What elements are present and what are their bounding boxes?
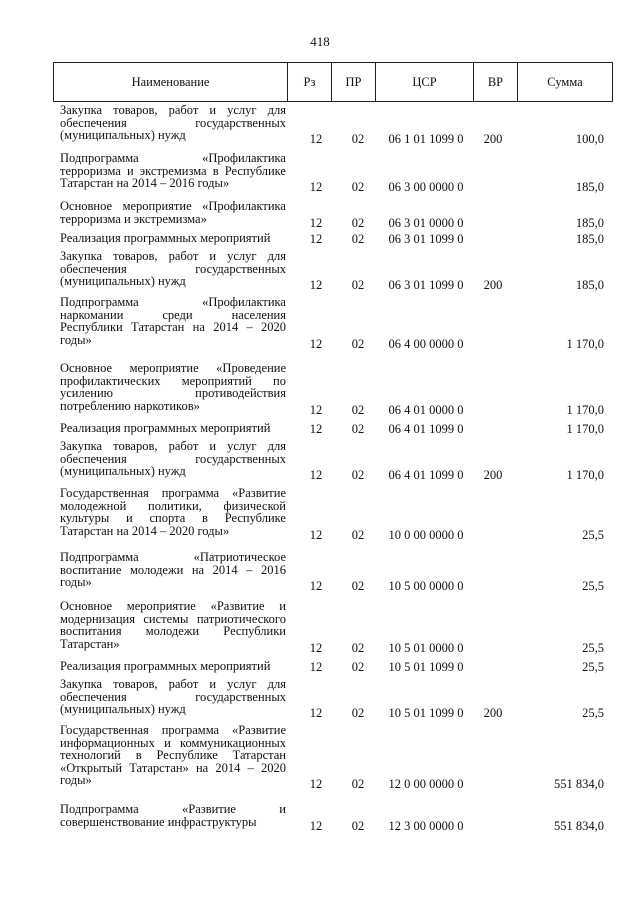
row-sum: 25,5 bbox=[582, 640, 604, 655]
row-name-line: Закупка товаров, работ и услуг для bbox=[60, 677, 286, 691]
row-name-line: усилению противодействия bbox=[60, 386, 286, 400]
row-rz: 12 bbox=[309, 527, 323, 542]
row-name bbox=[60, 600, 286, 650]
row-sum: 25,5 bbox=[582, 660, 604, 674]
row-rz: 12 bbox=[309, 777, 323, 791]
row-rz: 12 bbox=[309, 278, 323, 292]
row-rz: 12 bbox=[309, 215, 323, 230]
row-pr: 02 bbox=[351, 232, 365, 246]
row-vr: 200 bbox=[483, 706, 503, 720]
header-csr: ЦСР bbox=[376, 63, 474, 101]
row-sum: 185,0 bbox=[575, 278, 604, 292]
row-name-line: Основное мероприятие «Развитие и bbox=[60, 599, 286, 613]
row-name-line: Реализация программных мероприятий bbox=[60, 231, 271, 245]
row-rz: 12 bbox=[309, 706, 323, 720]
row-name-line: обеспечения государственных bbox=[60, 451, 286, 466]
row-name-line: терроризма и экстремизма» bbox=[60, 211, 207, 226]
row-name-line: Основное мероприятие «Проведение bbox=[60, 361, 286, 375]
row-name-line: годы» bbox=[60, 332, 92, 347]
row-name-line: Республики Татарстан на 2014 – 2020 bbox=[60, 320, 286, 334]
row-name-line: воспитания молодежи Республики bbox=[60, 624, 286, 638]
row-pr: 02 bbox=[351, 818, 365, 833]
row-name-line: обеспечения государственных bbox=[60, 115, 286, 130]
row-sum: 185,0 bbox=[575, 232, 604, 246]
row-name bbox=[60, 487, 286, 537]
row-vr: 200 bbox=[483, 278, 503, 292]
row-pr: 02 bbox=[351, 215, 365, 230]
row-csr: 10 5 01 0000 0 bbox=[388, 640, 464, 655]
row-rz: 12 bbox=[309, 402, 323, 417]
row-sum: 100,0 bbox=[575, 132, 604, 146]
row-name bbox=[60, 660, 286, 673]
row-csr: 06 4 00 0000 0 bbox=[388, 336, 464, 351]
row-name bbox=[60, 104, 286, 142]
row-pr: 02 bbox=[351, 402, 365, 417]
row-sum: 551 834,0 bbox=[554, 777, 604, 791]
row-name-line: Татарстан» bbox=[60, 636, 120, 651]
row-rz: 12 bbox=[309, 818, 323, 833]
row-csr: 10 0 00 0000 0 bbox=[388, 527, 464, 542]
row-name bbox=[60, 232, 286, 245]
row-csr: 06 3 01 1099 0 bbox=[388, 232, 464, 246]
row-name bbox=[60, 250, 286, 288]
row-csr: 06 3 01 1099 0 bbox=[388, 278, 464, 292]
row-name-line: Татарстан на 2014 – 2020 годы» bbox=[60, 523, 230, 538]
row-name-line: воспитание молодежи на 2014 – 2016 bbox=[60, 562, 286, 577]
row-rz: 12 bbox=[309, 336, 323, 351]
row-sum: 185,0 bbox=[575, 215, 604, 230]
row-sum: 25,5 bbox=[582, 579, 604, 593]
row-name-line: Закупка товаров, работ и услуг для bbox=[60, 249, 286, 263]
row-pr: 02 bbox=[351, 132, 365, 146]
row-pr: 02 bbox=[351, 777, 365, 791]
row-name-line: Реализация программных мероприятий bbox=[60, 421, 271, 435]
row-pr: 02 bbox=[351, 660, 365, 674]
row-rz: 12 bbox=[309, 422, 323, 436]
header-sum: Сумма bbox=[547, 75, 583, 89]
row-name-line: годы» bbox=[60, 575, 92, 589]
row-vr: 200 bbox=[483, 468, 503, 482]
row-sum: 551 834,0 bbox=[554, 818, 604, 833]
header-rz: Рз bbox=[288, 63, 332, 101]
header-pr: ПР bbox=[332, 63, 376, 101]
row-name-line: терроризма и экстремизма в Республике bbox=[60, 163, 286, 178]
row-sum: 1 170,0 bbox=[566, 402, 604, 417]
row-rz: 12 bbox=[309, 180, 323, 194]
row-name bbox=[60, 362, 286, 412]
row-name bbox=[60, 803, 286, 828]
row-pr: 02 bbox=[351, 180, 365, 194]
row-rz: 12 bbox=[309, 132, 323, 146]
row-name-line: Подпрограмма «Развитие и bbox=[60, 802, 286, 816]
header-vr: ВР bbox=[474, 63, 518, 101]
row-name-line: наркомании среди населения bbox=[60, 307, 286, 322]
row-sum: 185,0 bbox=[575, 180, 604, 194]
row-name bbox=[60, 724, 286, 787]
row-name-line: Подпрограмма «Профилактика bbox=[60, 295, 286, 309]
row-sum: 25,5 bbox=[582, 706, 604, 720]
row-name-line: Закупка товаров, работ и услуг для bbox=[60, 103, 286, 117]
row-name-line: обеспечения государственных bbox=[60, 261, 286, 276]
row-sum: 1 170,0 bbox=[566, 468, 604, 482]
row-name bbox=[60, 200, 286, 225]
row-pr: 02 bbox=[351, 527, 365, 542]
row-csr: 10 5 01 1099 0 bbox=[388, 660, 464, 674]
row-csr: 06 3 00 0000 0 bbox=[388, 180, 464, 194]
row-rz: 12 bbox=[309, 640, 323, 655]
row-sum: 1 170,0 bbox=[566, 336, 604, 351]
row-csr: 12 3 00 0000 0 bbox=[388, 818, 464, 833]
row-pr: 02 bbox=[351, 579, 365, 593]
row-name-line: технологий в Республике Татарстан bbox=[60, 748, 286, 762]
row-name bbox=[60, 152, 286, 190]
row-name-line: Государственная программа «Развитие bbox=[60, 723, 286, 737]
row-rz: 12 bbox=[309, 579, 323, 593]
row-csr: 06 1 01 1099 0 bbox=[388, 132, 464, 146]
row-name-line: обеспечения государственных bbox=[60, 689, 286, 704]
row-pr: 02 bbox=[351, 706, 365, 720]
row-name-line: Татарстан на 2014 – 2016 годы» bbox=[60, 176, 230, 190]
row-name-line: потреблению наркотиков» bbox=[60, 398, 200, 413]
row-name-line: Подпрограмма «Патриотическое bbox=[60, 550, 286, 564]
row-name bbox=[60, 551, 286, 589]
row-csr: 10 5 00 0000 0 bbox=[388, 579, 464, 593]
row-vr: 200 bbox=[483, 132, 503, 146]
row-name-line: культуры и спорта в Республике bbox=[60, 511, 286, 525]
row-name-line: Реализация программных мероприятий bbox=[60, 659, 271, 673]
row-name bbox=[60, 296, 286, 346]
row-name-line: «Открытый Татарстан» на 2014 – 2020 bbox=[60, 760, 286, 775]
row-name-line: Закупка товаров, работ и услуг для bbox=[60, 439, 286, 453]
row-rz: 12 bbox=[309, 468, 323, 482]
row-name-line: совершенствование инфраструктуры bbox=[60, 814, 257, 829]
row-csr: 06 4 01 0000 0 bbox=[388, 402, 464, 417]
row-csr: 06 4 01 1099 0 bbox=[388, 422, 464, 436]
row-pr: 02 bbox=[351, 422, 365, 436]
row-sum: 1 170,0 bbox=[566, 422, 604, 436]
row-name bbox=[60, 678, 286, 716]
row-name-line: (муниципальных) нужд bbox=[60, 274, 186, 288]
row-name bbox=[60, 422, 286, 435]
row-pr: 02 bbox=[351, 336, 365, 351]
row-pr: 02 bbox=[351, 278, 365, 292]
row-csr: 06 4 01 1099 0 bbox=[388, 468, 464, 482]
row-rz: 12 bbox=[309, 660, 323, 674]
row-name-line: (муниципальных) нужд bbox=[60, 464, 186, 478]
row-name-line: профилактических мероприятий по bbox=[60, 373, 286, 388]
row-name-line: модернизация системы патриотического bbox=[60, 611, 286, 626]
row-name-line: (муниципальных) нужд bbox=[60, 702, 186, 716]
row-name-line: Основное мероприятие «Профилактика bbox=[60, 199, 286, 213]
row-sum: 25,5 bbox=[582, 527, 604, 542]
row-csr: 06 3 01 0000 0 bbox=[388, 215, 464, 230]
row-pr: 02 bbox=[351, 640, 365, 655]
row-name-line: информационных и коммуникационных bbox=[60, 735, 286, 750]
row-name-line: (муниципальных) нужд bbox=[60, 128, 186, 142]
table-header bbox=[53, 62, 613, 102]
row-csr: 12 0 00 0000 0 bbox=[388, 777, 464, 791]
row-name-line: молодежной политики, физической bbox=[60, 498, 286, 513]
row-pr: 02 bbox=[351, 468, 365, 482]
page-number: 418 bbox=[310, 34, 330, 49]
row-name bbox=[60, 440, 286, 478]
row-rz: 12 bbox=[309, 232, 323, 246]
row-name-line: Подпрограмма «Профилактика bbox=[60, 151, 286, 165]
row-name-line: годы» bbox=[60, 773, 92, 787]
row-name-line: Государственная программа «Развитие bbox=[60, 486, 286, 500]
header-name: Наименование bbox=[54, 63, 288, 101]
row-csr: 10 5 01 1099 0 bbox=[388, 706, 464, 720]
